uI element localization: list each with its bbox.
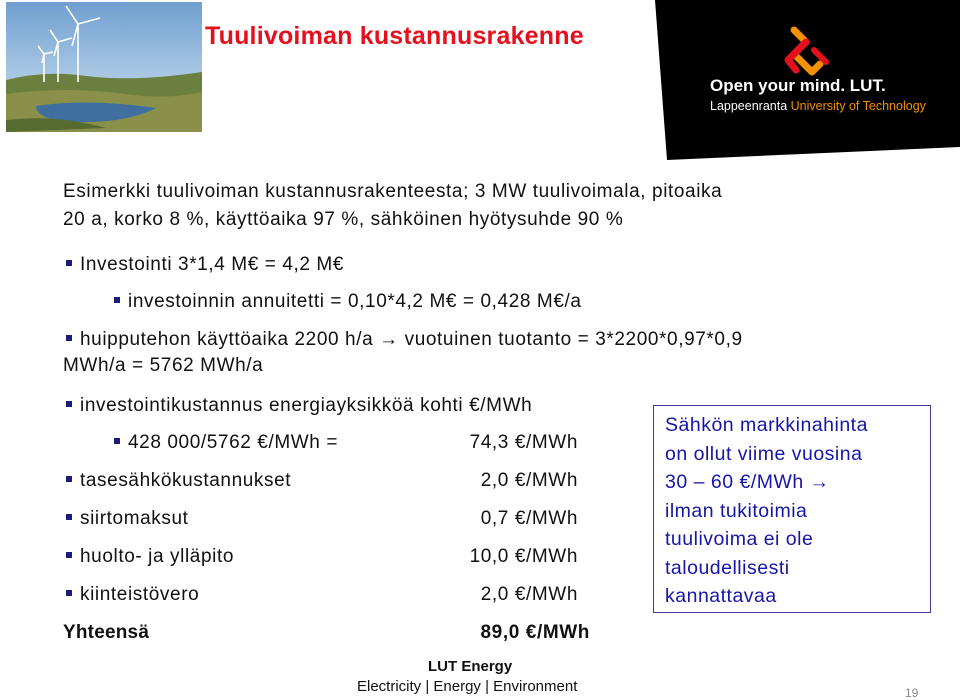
- market-price-callout: [653, 405, 931, 613]
- bullet-unit-cost-text: investointikustannus energiayksikköä kohti €/MWh: [80, 395, 533, 416]
- bullet-peak-hours: [66, 329, 743, 351]
- bullet-square-icon: [114, 438, 120, 444]
- cost-row-label-text: 428 000/5762 €/MWh =: [128, 432, 339, 453]
- cost-row-label: [66, 470, 291, 492]
- callout-line: on ollut viime vuosina: [665, 442, 863, 465]
- bullet-square-icon: [66, 476, 72, 482]
- wind-turbine-photo: [6, 2, 202, 132]
- cost-row-value: 74,3 €/MWh: [469, 432, 578, 453]
- bullet-annuity-text: investoinnin annuitetti = 0,10*4,2 M€ = 0,428 M€/a: [128, 291, 582, 312]
- bullet-square-icon: [66, 260, 72, 266]
- cost-row-value: 10,0 €/MWh: [469, 546, 578, 567]
- lut-slogan: Open your mind. LUT.: [710, 76, 886, 95]
- lut-university-name-part1: Lappeenranta: [710, 99, 791, 113]
- bullet-square-icon: [114, 297, 120, 303]
- callout-line: ilman tukitoimia: [665, 499, 808, 522]
- cost-row-label: [66, 546, 234, 568]
- page-number: 19: [905, 686, 919, 700]
- bullet-annuity: [114, 291, 582, 313]
- bullet-square-icon: [66, 401, 72, 407]
- callout-line: kannattavaa: [665, 585, 777, 607]
- cost-row-label-text: huolto- ja ylläpito: [80, 546, 234, 567]
- cost-row-value: 2,0 €/MWh: [480, 470, 578, 491]
- cost-row-value: 2,0 €/MWh: [480, 584, 578, 605]
- cost-row-label-text: tasesähkökustannukset: [80, 470, 292, 491]
- cost-row-value: 0,7 €/MWh: [480, 508, 578, 529]
- bullet-square-icon: [66, 552, 72, 558]
- total-label: Yhteensä: [63, 622, 150, 643]
- bullet-square-icon: [66, 335, 72, 341]
- bullet-peak-hours-text: huipputehon käyttöaika 2200 h/a → vuotuinen tuotanto = 3*2200*0,97*0,9: [80, 329, 743, 350]
- cost-row-label-text: siirtomaksut: [80, 508, 189, 529]
- lut-ampersand-logo: [780, 26, 834, 81]
- callout-line: tuulivoima ei ole: [665, 528, 814, 550]
- page-title: Tuulivoiman kustannusrakenne: [205, 22, 584, 50]
- bullet-square-icon: [66, 590, 72, 596]
- callout-line: Sähkön markkinahinta: [665, 414, 868, 436]
- lut-university-name: [710, 99, 926, 113]
- bullet-unit-cost: [66, 395, 532, 417]
- lut-logo-text: [710, 76, 926, 113]
- bullet-investment: [66, 254, 344, 276]
- intro-line-2: 20 a, korko 8 %, käyttöaika 97 %, sähköinen hyötysuhde 90 %: [63, 209, 624, 230]
- total-value: 89,0 €/MWh: [480, 622, 590, 643]
- cost-row-label-text: kiinteistövero: [80, 584, 200, 605]
- intro-line-1: Esimerkki tuulivoiman kustannusrakenteesta; 3 MW tuulivoimala, pitoaika: [63, 181, 723, 202]
- callout-line: taloudellisesti: [665, 556, 790, 579]
- cost-row-label: [66, 584, 199, 606]
- lut-university-name-part2: University of Technology: [790, 99, 926, 113]
- bullet-peak-hours-cont: MWh/a = 5762 MWh/a: [63, 355, 264, 376]
- bullet-investment-text: Investointi 3*1,4 M€ = 4,2 M€: [80, 254, 345, 275]
- cost-row-label: [114, 432, 338, 454]
- footer-org: LUT Energy: [428, 658, 513, 675]
- cost-row-label: [66, 508, 189, 530]
- callout-line: 30 – 60 €/MWh →: [665, 471, 830, 493]
- footer-tagline: Electricity | Energy | Environment: [357, 678, 578, 695]
- bullet-square-icon: [66, 514, 72, 520]
